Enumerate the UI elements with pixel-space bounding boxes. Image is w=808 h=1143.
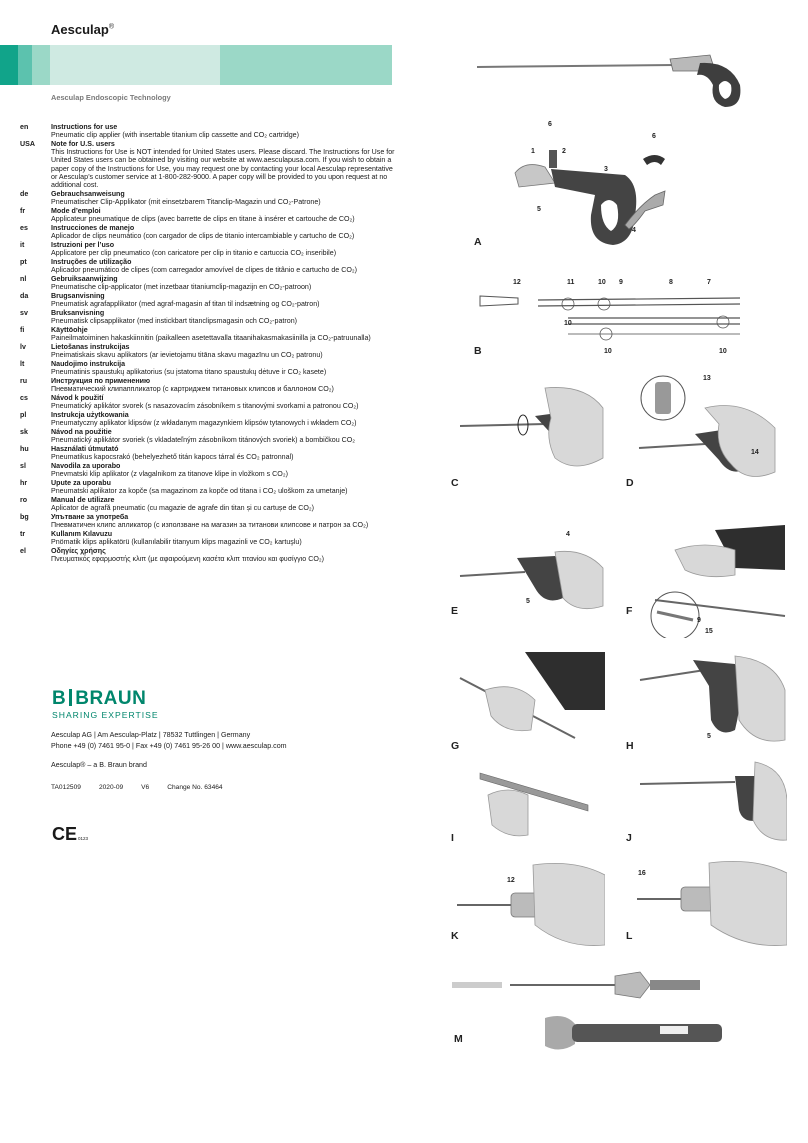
callout-number: 9	[697, 617, 701, 624]
callout-number: 6	[548, 121, 552, 128]
callout-number: 9	[619, 279, 623, 286]
figure-d-illustration	[635, 368, 785, 488]
callout-number: 16	[638, 870, 646, 877]
lang-entry: de Gebrauchsanweisung Pneumatischer Clip-Applikator (mit einsetzbarem Titanclip-Magazin und CO₂-Patrone)	[20, 189, 321, 207]
header-color-bars	[0, 45, 392, 85]
brand-line: Aesculap® – a B. Braun brand	[51, 761, 147, 769]
lang-entry: el Οδηγίες χρήσης Πνευματικός εφαρμοστής κλιπ (με αφαιρούμενη κασέτα κλιπ τιτανίου και φυσίγγιο CO₂)	[20, 546, 324, 564]
lang-entry: tr Kullanım Kılavuzu Pnömatik klips aplikatörü (kullanılabilir titanyum klips magazinli ve CO₂ kartuşlu)	[20, 529, 302, 547]
lang-entry: hr Upute za uporabu Pneumatski aplikator za kopče (sa magazinom za kopče od titana i CO₂ uloškom za umetanje)	[20, 478, 348, 496]
callout-number: 6	[652, 133, 656, 140]
figure-label-c: C	[451, 477, 459, 489]
figure-label-l: L	[626, 930, 633, 942]
figure-i-illustration	[478, 765, 593, 840]
callout-number: 4	[566, 531, 570, 538]
callout-number: 14	[751, 449, 759, 456]
subtitle: Aesculap Endoscopic Technology	[51, 93, 171, 102]
figure-label-h: H	[626, 740, 634, 752]
figure-f-illustration	[635, 520, 787, 638]
figure-label-m: M	[454, 1033, 463, 1045]
lang-entry: es Instrucciones de manejo Aplicador de clips neumático (con cargador de clips de titanio intercambiable y cartucho de CO₂)	[20, 223, 355, 241]
ce-mark: CE0123	[52, 824, 89, 844]
brand-title: Aesculap®	[51, 22, 114, 37]
callout-number: 7	[707, 279, 711, 286]
figure-l-illustration	[635, 855, 787, 950]
document-info: TA012509 2020-09 V6 Change No. 63464	[51, 784, 223, 791]
lang-entry: hu Használati útmutató Pneumatikus kapocsrakó (behelyezhető titán kapocs tárral és CO₂ patronnal)	[20, 444, 294, 462]
lang-entry: sl Navodila za uporabo Pnevmatski klip aplikator (z vlagalnikom za titanove klipe in vložkom s CO₂)	[20, 461, 288, 479]
instrument-overview-illustration	[475, 45, 750, 120]
figure-label-e: E	[451, 605, 459, 617]
lang-entry: ru Инструкция по применению Пневматический клипаппликатор (с картриджем титановых клипсов и баллоном CO₂)	[20, 376, 334, 394]
figure-label-j: J	[626, 832, 632, 844]
language-list	[20, 123, 395, 564]
figure-m-illustration	[450, 968, 730, 1058]
callout-number: 2	[562, 148, 566, 155]
callout-number: 4	[632, 227, 636, 234]
lang-entry: lt Naudojimo instrukcija Pneumatinis spaustukų aplikatorius (su įstatoma titano spaustukų dėtuve ir CO₂ kasete)	[20, 359, 327, 377]
figure-label-g: G	[451, 740, 460, 752]
lang-entry: ro Manual de utilizare Aplicator de agrafă pneumatic (cu magazie de agrafe din titan și cu cartușe de CO₂)	[20, 495, 314, 513]
lang-entry: bg Упътване за употреба Пневматичен клипс апликатор (с използване на магазин за титанови клипсове и патрон за CO₂)	[20, 512, 369, 530]
lang-entry: it Istruzioni per l’uso Applicatore per clip pneumatico (con caricatore per clip in titanio e cartuccia CO₂ inseribile)	[20, 240, 337, 258]
callout-number: 10	[564, 320, 572, 327]
callout-number: 15	[705, 628, 713, 635]
lang-entry: pt Instruções de utilização Aplicador pneumático de clipes (com carregador amovível de clipes de titânio e cartucho de CO₂)	[20, 257, 357, 275]
figure-b-illustration	[478, 282, 748, 357]
figure-e-illustration	[455, 528, 605, 628]
figure-label-i: I	[451, 832, 454, 844]
bbraun-logo: B BRAUN SHARING EXPERTISE	[52, 688, 159, 720]
figure-label-k: K	[451, 930, 459, 942]
callout-number: 8	[669, 279, 673, 286]
lang-entry: nl Gebruiksaanwijzing Pneumatische clip-applicator (met inzetbaar titaniumclip-magazijn en CO₂-patroon)	[20, 274, 312, 292]
lang-entry: fi Käyttöohje Paineilmatoiminen hakaskiinnitin (paikalleen asetettavalla titaanihakasmakasiinilla ja CO₂-patruunalla)	[20, 325, 371, 343]
figure-j-illustration	[635, 760, 787, 845]
callout-number: 3	[604, 166, 608, 173]
lang-entry: sk Návod na použitie Pneumatický aplikátor svoriek (s vkladateľným zásobníkom titánových svoriek) a bombičkou CO₂	[20, 427, 356, 445]
figure-c-illustration	[455, 378, 605, 488]
callout-number: 11	[567, 279, 575, 286]
callout-number: 12	[513, 279, 521, 286]
lang-entry: lv Lietošanas instrukcijas Pneimatiskais skavu aplikators (ar ievietojamu titāna skavu magazīnu un CO₂ patronu)	[20, 342, 323, 360]
lang-entry: sv Bruksanvisning Pneumatisk clipsapplikator (med instickbart titanclipsmagasin och CO₂-patron)	[20, 308, 298, 326]
lang-entry: da Brugsanvisning Pneumatisk agrafapplikator (med agraf-magasin af titan til indsætning og CO₂-patron)	[20, 291, 320, 309]
callout-number: 10	[598, 279, 606, 286]
company-address: Aesculap AG | Am Aesculap-Platz | 78532 Tuttlingen | Germany Phone +49 (0) 7461 95-0 | Fax +49 (0) 7461 95-26 00 | www.aesculap.com	[51, 731, 287, 750]
figure-a-illustration	[505, 125, 685, 250]
lang-entry: USA Note for U.S. users This Instructions for Use is NOT intended for United States users. Please discard. The Instructions for Use for United States users can be obtained by visiting our website at www.aesculapusa.com. If you wish to obtain a paper copy of the Instructions for Use, you may request one by contacting your local Aesculap representative or Aesculap’s customer service at 1-800-282-9000. A paper copy will be provided to you upon request at no additional cost.	[20, 140, 395, 190]
figure-k-illustration	[455, 855, 605, 950]
callout-number: 10	[719, 348, 727, 355]
lang-entry: pl Instrukcja użytkowania Pneumatyczny aplikator klipsów (z wkładanym magazynkiem klipsów tytanowych i wkładem CO₂)	[20, 410, 357, 428]
lang-entry: fr Mode d’emploi Applicateur pneumatique de clips (avec barrette de clips en titane à insérer et cartouche de CO₂)	[20, 206, 355, 224]
callout-number: 12	[507, 877, 515, 884]
figure-h-illustration	[635, 650, 787, 750]
figure-g-illustration	[455, 650, 605, 750]
figure-label-b: B	[474, 345, 482, 357]
figure-label-f: F	[626, 605, 633, 617]
callout-number: 10	[604, 348, 612, 355]
lang-entry: en Instructions for use Pneumatic clip applier (with insertable titanium clip cassette and CO₂ cartridge)	[20, 123, 299, 140]
callout-number: 13	[703, 375, 711, 382]
callout-number: 5	[526, 598, 530, 605]
callout-number: 5	[537, 206, 541, 213]
callout-number: 5	[707, 733, 711, 740]
callout-number: 1	[531, 148, 535, 155]
figure-label-d: D	[626, 477, 634, 489]
lang-entry: cs Návod k použití Pneumatický aplikátor svorek (s nasazovacím zásobníkem s titanovými svorkami a patronou CO₂)	[20, 393, 359, 411]
figure-label-a: A	[474, 236, 482, 248]
